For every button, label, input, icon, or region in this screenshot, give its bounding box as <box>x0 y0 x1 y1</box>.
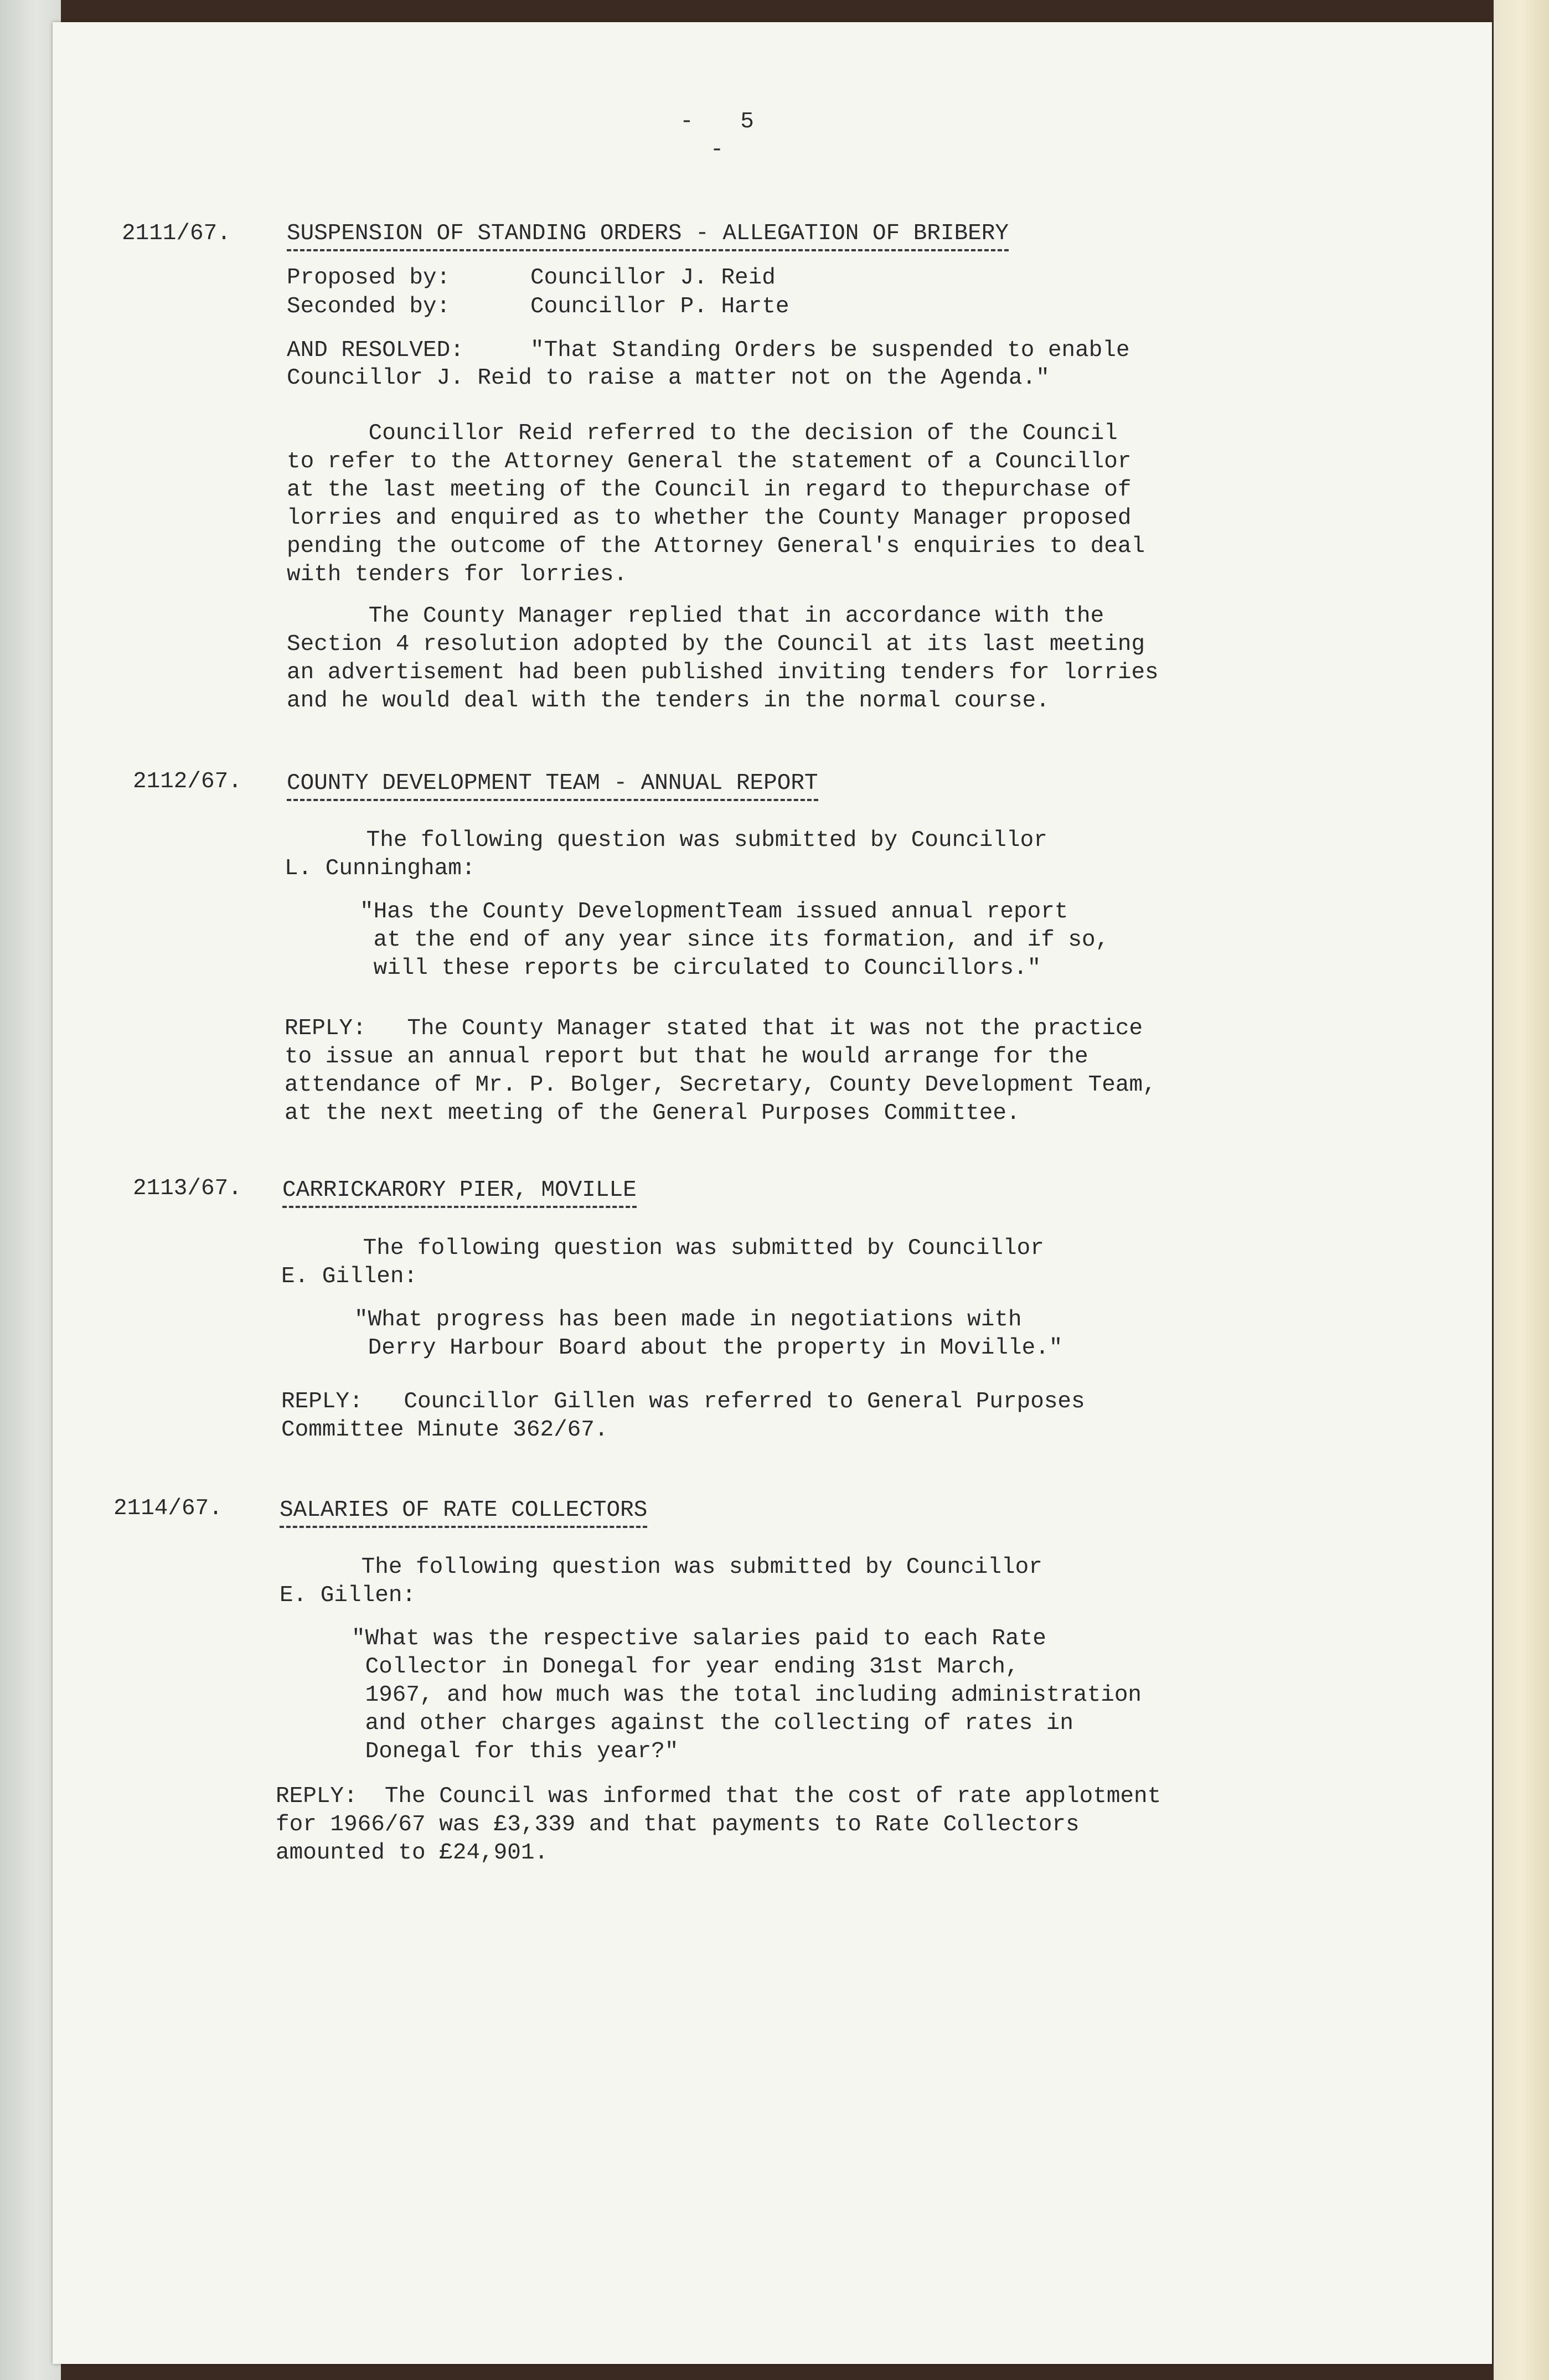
seconded-value: Councillor P. Harte <box>530 294 789 319</box>
minute-number: 2112/67. <box>133 769 242 794</box>
minute-heading: SUSPENSION OF STANDING ORDERS - ALLEGATION OF BRIBERY <box>287 220 1009 251</box>
question-text: "Has the County DevelopmentTeam issued annual report at the end of any year since its formation, and if so, will these reports be circulated to Councillors." <box>360 899 1109 981</box>
page-number: - 5 - <box>680 109 771 163</box>
question-intro: The following question was submitted by Councillor E. Gillen: <box>280 1555 1042 1608</box>
reply-text: REPLY: Councillor Gillen was referred to General Purposes Committee Minute 362/67. <box>281 1389 1085 1443</box>
proposed-value: Councillor J. Reid <box>530 265 776 291</box>
minute-heading: SALARIES OF RATE COLLECTORS <box>280 1496 647 1528</box>
paragraph: Councillor Reid referred to the decision of the Council to refer to the Attorney General the statement of a Councillor at the last meeting of the Council in regard to thepurchase of lorries and enquired as to whether the County Manager proposed pending the outcome of the Attorney General's enquiries to deal with tenders for lorries. <box>287 421 1145 587</box>
seconded-label: Seconded by: <box>287 294 451 319</box>
minute-number: 2114/67. <box>113 1496 223 1521</box>
minute-heading: CARRICKARORY PIER, MOVILLE <box>282 1176 637 1208</box>
minute-number: 2111/67. <box>122 221 231 246</box>
resolved-row <box>287 337 1130 365</box>
proposed-label: Proposed by: <box>287 265 451 291</box>
question-text: "What was the respective salaries paid to each Rate Collector in Donegal for year ending 31st March, 1967, and how much was the total including administration and other charges against the collecting of rates in Donegal for this year?" <box>352 1626 1142 1764</box>
question-intro: The following question was submitted by Councillor E. Gillen: <box>281 1236 1044 1289</box>
reply-text: REPLY: The Council was informed that the cost of rate applotment for 1966/67 was £3,339 and that payments to Rate Collectors amounted to £24,901. <box>276 1784 1161 1866</box>
minute-heading: COUNTY DEVELOPMENT TEAM - ANNUAL REPORT <box>287 770 818 801</box>
resolved-label: AND RESOLVED: <box>287 338 464 363</box>
question-intro: The following question was submitted by Councillor L. Cunningham: <box>285 828 1047 881</box>
question-text: "What progress has been made in negotiations with Derry Harbour Board about the property in Moville." <box>354 1307 1063 1361</box>
resolved-text: "That Standing Orders be suspended to enable <box>530 338 1130 363</box>
minute-number: 2113/67. <box>133 1176 242 1201</box>
seconded-row <box>287 293 789 321</box>
reply-text: REPLY: The County Manager stated that it was not the practice to issue an annual report but that he would arrange for the attendance of Mr. P. Bolger, Secretary, County Development Team, at the next meeting of the General Purposes Committee. <box>285 1016 1156 1126</box>
resolved-continuation: Councillor J. Reid to raise a matter not on the Agenda." <box>287 365 1050 391</box>
paragraph: The County Manager replied that in accordance with the Section 4 resolution adopted by the Council at its last meeting an advertisement had been published inviting tenders for lorries and he would deal with the tenders in the normal course. <box>287 603 1159 714</box>
proposed-row <box>287 264 776 292</box>
